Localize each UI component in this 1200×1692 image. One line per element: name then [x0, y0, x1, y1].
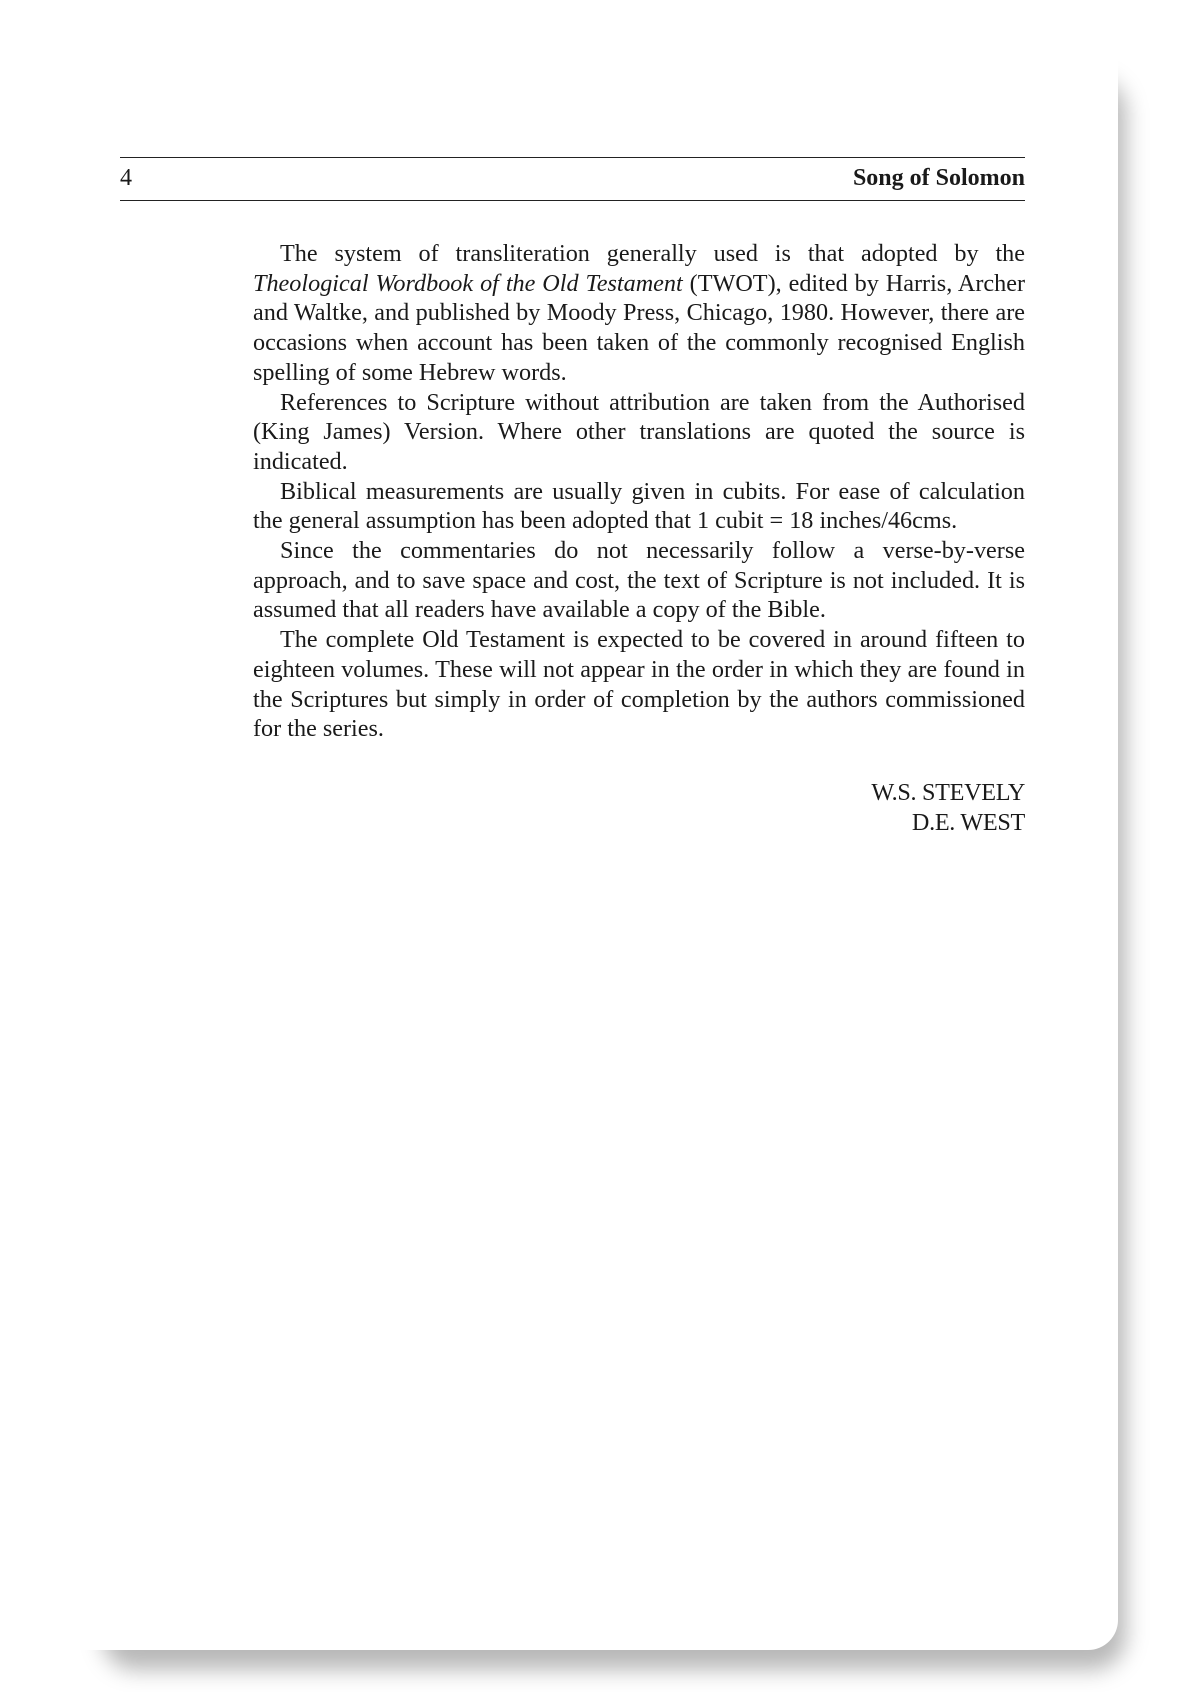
paragraph-text: (TWOT), edited by Harris, Archer and Waltke, and published by Moody Press, Chicago, 1980. However, there are occasions when account has been taken of the commonly recognised English spelling of some Hebrew words.: [253, 269, 1025, 386]
paragraph-measurements: Biblical measurements are usually given in cubits. For ease of calculation the general assumption has been adopted that 1 cubit = 18 inches/46cms.: [253, 477, 1025, 535]
paragraph-text: The system of transliteration generally used is that adopted by the: [280, 240, 1025, 267]
page-number: 4: [120, 165, 132, 191]
paragraph-transliteration: [253, 239, 1025, 388]
paragraph-scripture-references: References to Scripture without attribution are taken from the Authorised (King James) Version. Where other translations are quoted the source is indicated.: [253, 388, 1025, 475]
signature-editor: D.E. WEST: [911, 809, 1025, 836]
book-title: Song of Solomon: [852, 165, 1025, 191]
body-text: [253, 239, 1025, 744]
paragraph-commentary-approach: Since the commentaries do not necessarily follow a verse-by-verse approach, and to save space and cost, the text of Scripture is not included. It is assumed that all readers have available a copy of the Bible.: [253, 537, 1025, 624]
paragraph-series-volumes: The complete Old Testament is expected to be covered in around fifteen to eighteen volumes. These will not appear in the order in which they are found in the Scriptures but simply in order of completion by the authors commissioned for the series.: [253, 626, 1025, 743]
book-reference-italic: Theological Wordbook of the Old Testament: [253, 269, 683, 297]
running-head: [120, 157, 1025, 201]
signature-editor: W.S. STEVELY: [871, 779, 1025, 806]
signatures: [871, 778, 1025, 838]
